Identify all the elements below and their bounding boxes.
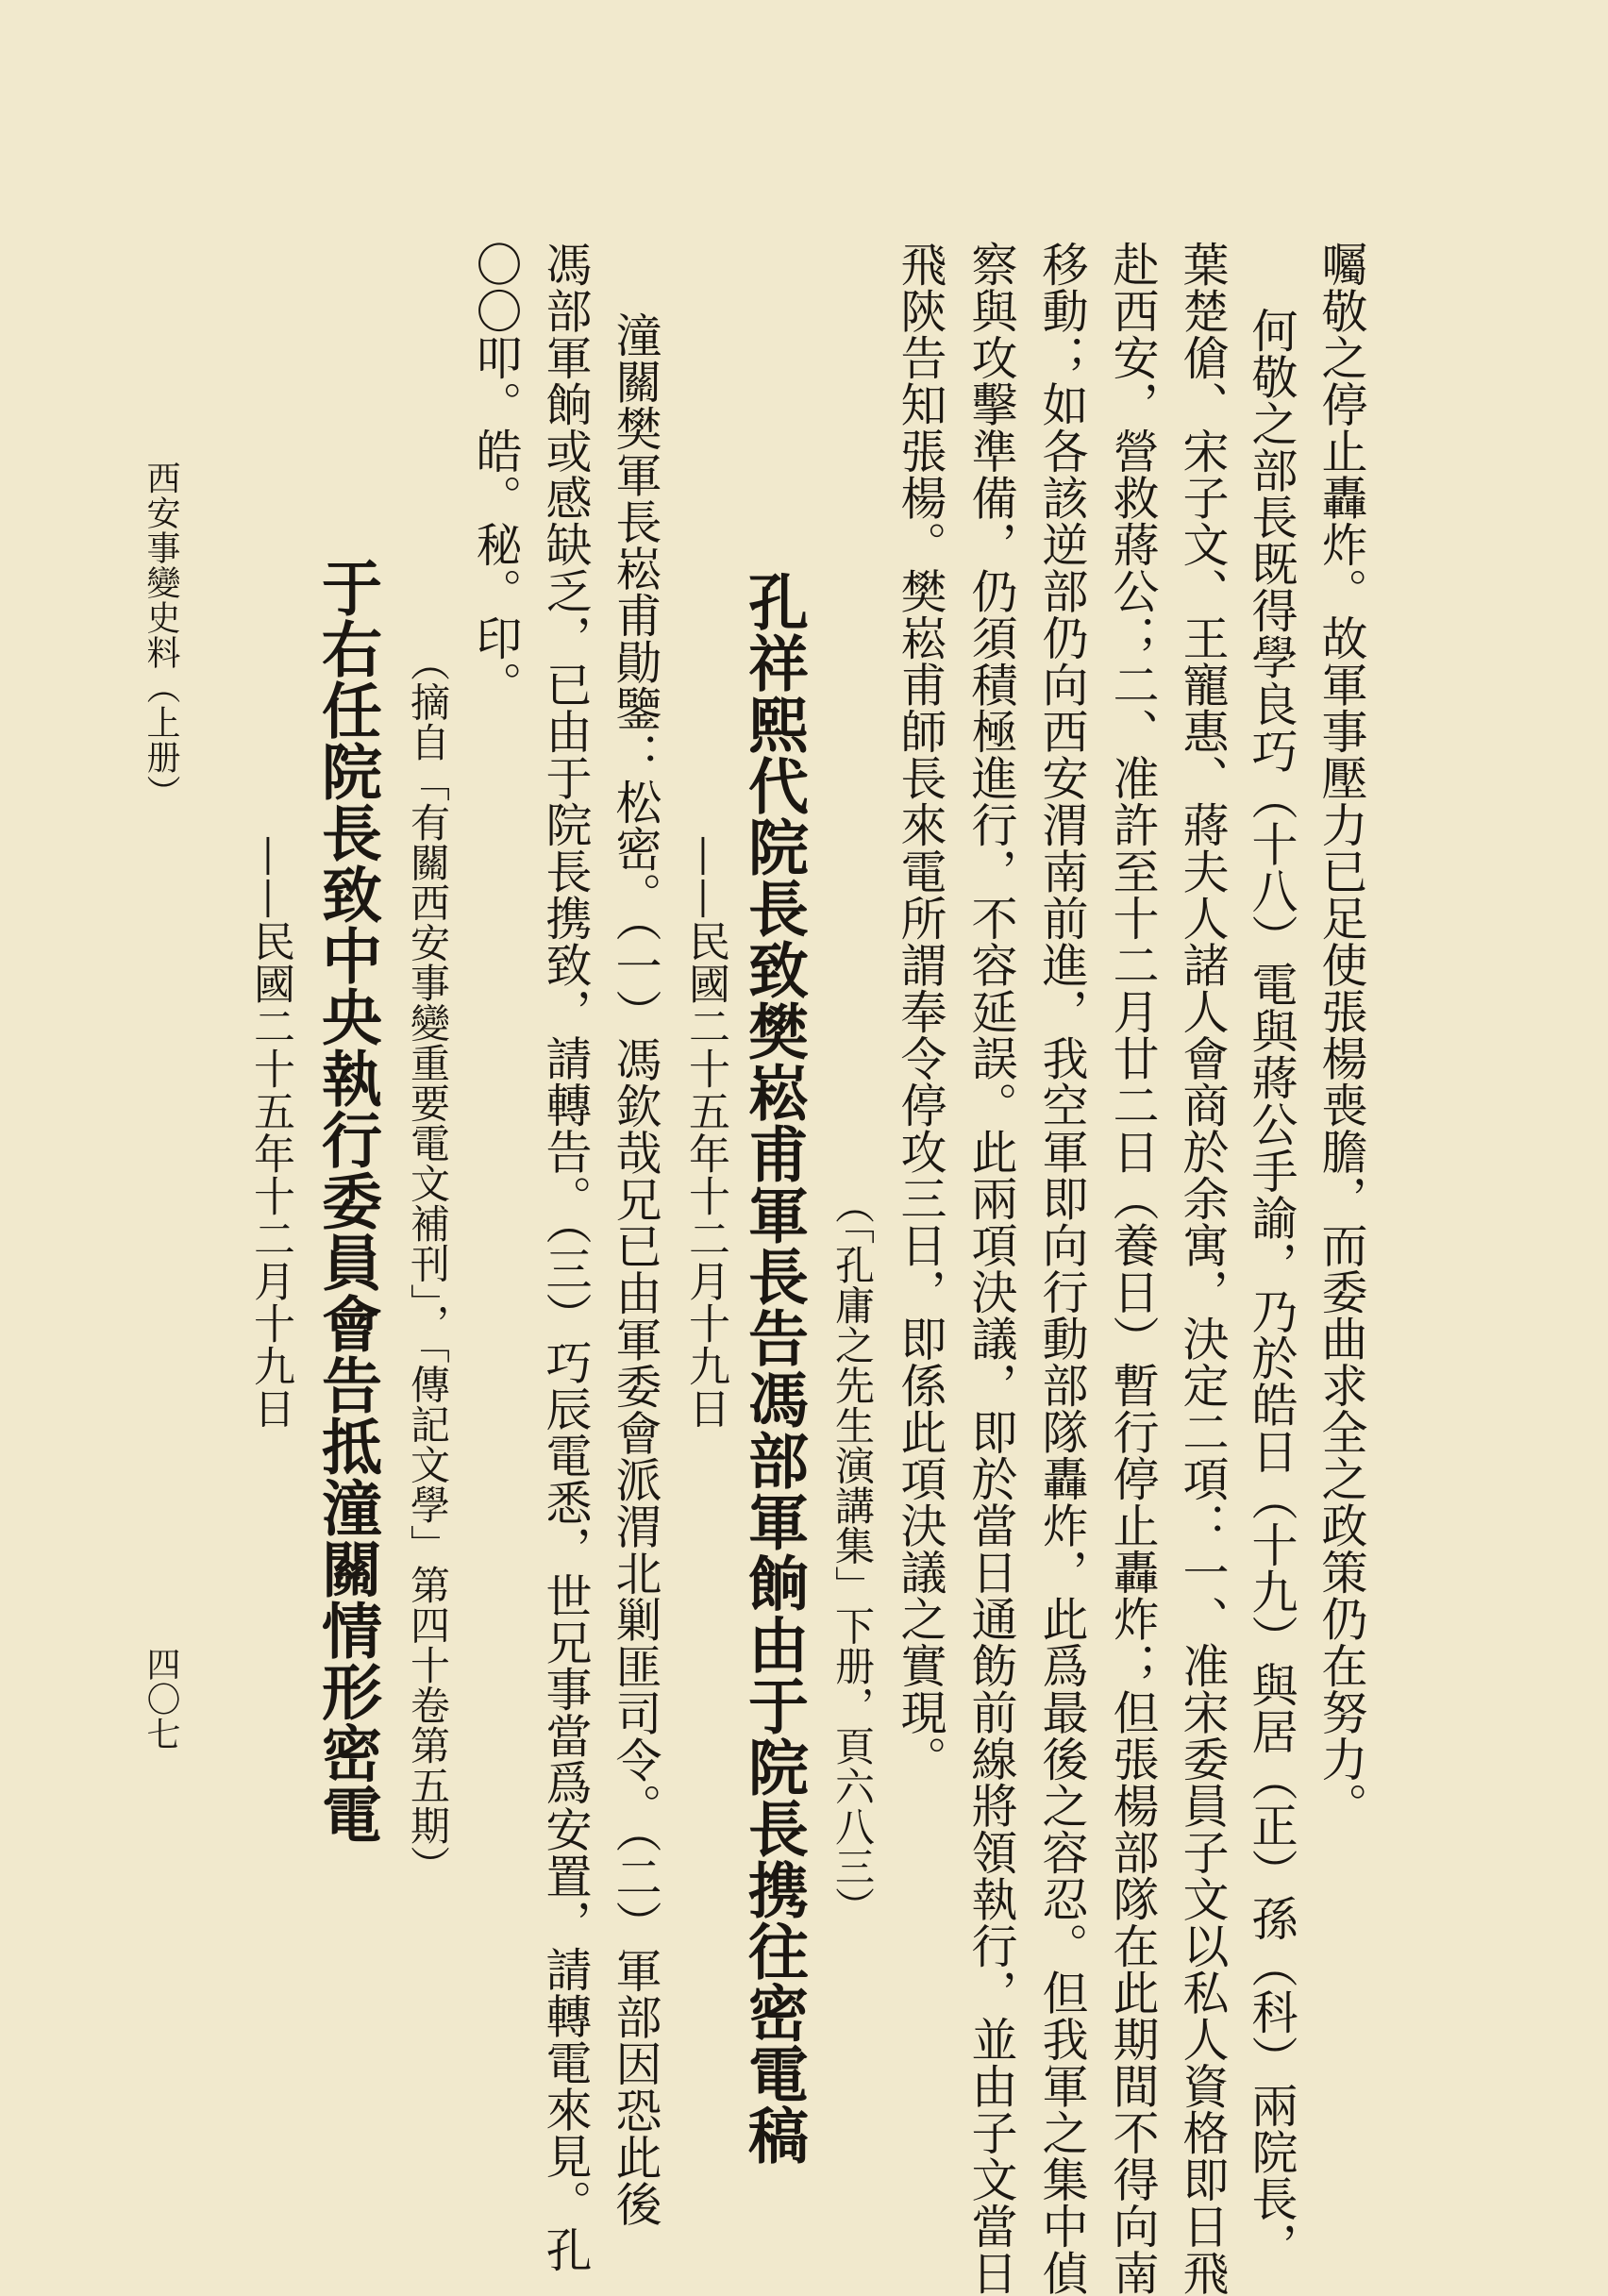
body-line-2: 何敬之部長既得學良巧（十八）電與蔣公手諭，乃於皓日（十九）與居（正）孫（科）兩院長， xyxy=(1245,307,1298,2269)
date-line-3: ——民國二十五年十二月十九日 xyxy=(246,835,294,1430)
body-line-4: 赴西安，營救蔣公；二、准許至十二月廿二日（養日）暫行停止轟炸；但張楊部隊在此期間不得向南 xyxy=(1106,241,1160,2296)
source-citation-2: （摘自「有關西安事變重要電文補刊」，「傳記文學」第四十卷第五期） xyxy=(405,642,451,1885)
telegram-line-3: 〇〇叩。皓。秘。印。 xyxy=(469,241,523,708)
body-line-6: 察與攻擊準備，仍須積極進行，不容延誤。此兩項決議，即於當日通飭前線將領執行，並由子文當日 xyxy=(964,241,1018,2296)
document-title-3: 于右任院長致中央執行委員會告抵潼關情形密電 xyxy=(311,557,382,1845)
date-line-2: ——民國二十五年十二月十九日 xyxy=(681,835,729,1430)
body-line-3: 葉楚傖、宋子文、王寵惠、蔣夫人諸人會商於余寓，決定二項：一、准宋委員子文以私人資格即日飛 xyxy=(1176,241,1230,2296)
book-title-footer: 西安事變史料（上册） xyxy=(142,461,180,810)
source-citation-1: （「孔庸之先生演講集」下册，頁六八三） xyxy=(829,1184,876,1927)
body-line-5: 移動；如各該逆部仍向西安渭南前進，我空軍即向行動部隊轟炸，此爲最後之容忍。但我軍之集中偵 xyxy=(1035,241,1089,2296)
body-line-7: 飛陝告知張楊。樊崧甫師長來電所謂奉令停攻三日，即係此項決議之實現。 xyxy=(894,241,947,1783)
telegram-line-1: 潼關樊軍長崧甫勛鑒：松密。（一）馮欽哉兄已由軍委會派渭北剿匪司令。（二）軍部因恐此後 xyxy=(609,311,662,2227)
page-number: 四〇七 xyxy=(142,1647,180,1751)
document-title-2: 孔祥熙代院長致樊崧甫軍長告馮部軍餉由于院長携往密電稿 xyxy=(738,571,809,2166)
telegram-line-2: 馮部軍餉或感缺乏，已由于院長携致，請轉告。（三）巧辰電悉，世兄事當爲安置，請轉電來見。孔 xyxy=(539,241,593,2273)
body-line-1: 囑敬之停止轟炸。故軍事壓力已足使張楊喪膽，而委曲求全之政策仍在努力。 xyxy=(1315,241,1368,1829)
